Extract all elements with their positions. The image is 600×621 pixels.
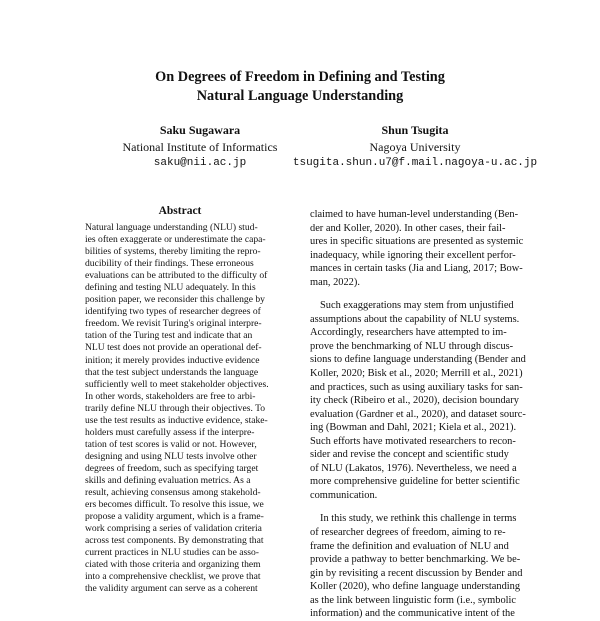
author-affiliation: National Institute of Informatics [122,139,278,154]
abstract-line: inition; it merely provides inductive evidence [85,354,260,366]
author-affiliation: Nagoya University [369,139,461,154]
abstract-line: defining and testing NLU adequately. In this [85,282,256,294]
abstract-line: the validity argument can serve as a coherent [85,583,258,595]
abstract-line: designing and using NLU tests involve other [85,450,257,462]
body-line: Such efforts have motivated researchers to recon- [310,435,516,447]
abstract-line: ers becomes difficult. To resolve this issue, we [85,499,264,511]
abstract-line: ducibility of their findings. These erroneous [85,258,254,270]
abstract-line: into a comprehensive checklist, we prove that [85,571,261,583]
abstract-line: holders must carefully assess if the interpre- [85,426,255,438]
abstract-line: freedom. We revisit Turing's original interpre- [85,318,262,330]
body-line: and practices, such as using auxiliary tasks for san- [310,381,523,393]
title-line: Natural Language Understanding [196,87,404,104]
body-line: In this study, we rethink this challenge in terms [320,513,517,525]
body-line: prove the benchmarking of NLU through discus- [310,340,514,352]
body-line: claimed to have human-level understanding (Ben- [310,209,519,220]
abstract-line: In other words, stakeholders are free to arbi- [85,390,256,402]
body-paragraph [310,512,534,620]
abstract-line: propose a validity argument, which is a frame- [85,511,264,523]
body-line: gin by revisiting a recent discussion by Bender and [310,567,523,579]
body-line: information) and the communicative intent of the [310,608,515,620]
body-line: man, 2022). [310,276,360,288]
body-line: of researcher degrees of freedom, aiming to re- [310,527,506,539]
abstract-line: that the test subject understands the language [85,366,259,378]
abstract-line: result, achieving consensus among stakehold- [85,487,261,499]
body-paragraph [310,208,534,289]
body-line: sions to define language understanding (Bender and [310,354,526,366]
paper-title [60,68,540,105]
author-block-2 [290,122,540,172]
abstract-line: use the test results as inductive evidence, stake- [85,414,268,426]
body-paragraph [310,299,534,502]
abstract-line: tation of test scores is valid or not. However, [85,438,257,450]
abstract-line: skills and defining evaluation metrics. As a [85,474,251,486]
abstract-line: bilities of systems, thereby limiting the repro- [85,246,261,258]
body-line: Koller (2020), who define language understanding [310,581,521,593]
body-line: provide a pathway to better benchmarking. We be- [310,554,521,566]
abstract-line: identifying two types of researcher degrees of [85,306,261,318]
abstract-line: degrees of freedom, such as specifying target [85,462,259,474]
body-line: inadequacy, while ignoring their excellent perfor- [310,249,516,261]
abstract-line: work comprising a series of validation criteria [85,523,262,535]
body-line: sider and revise the concept and scientific study [310,449,509,461]
abstract-line: NLU test does not provide an operational def- [85,342,262,354]
body-line: more comprehensive guideline for better scientific [310,476,520,488]
body-line: Such exaggerations may stem from unjustified [320,300,514,312]
body-line: Koller, 2020; Bisk et al., 2020; Merrill et al., 2021) [310,368,523,380]
body-line: Accordingly, researchers have attempted to im- [310,327,507,339]
body-line: ures in specific situations are presented as systemic [310,236,524,248]
abstract-line: tation of the Turing test and indicate that an [85,330,253,342]
author-name: Shun Tsugita [381,123,449,137]
author-email[interactable]: tsugita.shun.u7@f.mail.nagoya-u.ac.jp [292,157,538,169]
abstract-heading: Abstract [158,205,202,217]
author-block-1 [100,122,300,172]
body-line: der and Koller, 2020). In other cases, their fail- [310,222,506,234]
abstract-line: ies often exaggerate or underestimate the capa- [85,234,266,246]
abstract-line: across test components. By demonstrating that [85,535,264,547]
abstract-line: ciated with those criteria and organizing them [85,559,261,571]
title-line: On Degrees of Freedom in Defining and Testing [155,69,445,85]
body-line: assumptions about the capability of NLU systems. [310,313,520,325]
abstract-line: evaluations can be attributed to the difficulty of [85,270,268,282]
abstract-line: position paper, we reconsider this challenge by [85,294,265,306]
body-line: mances in certain tasks (Jia and Liang, 2017; Bow- [310,263,523,275]
author-name: Saku Sugawara [159,123,241,137]
abstract-line: sufficiently well to meet stakeholder objectives. [85,378,269,390]
abstract-line: Natural language understanding (NLU) stud- [85,222,258,233]
abstract-text [85,222,278,595]
body-line: communication. [310,489,378,501]
body-line: ity check (Ribeiro et al., 2020), decision boundary [310,395,519,407]
abstract-line: current practices in NLU studies can be asso- [85,547,259,559]
body-line: evaluation (Gardner et al., 2020), and dataset sourc- [310,408,526,420]
body-line: as the link between linguistic form (i.e., symbolic [310,594,517,606]
paragraph-gap [310,502,534,512]
paragraph-gap [310,289,534,299]
body-line: frame the definition and evaluation of NLU and [310,540,509,552]
body-line: of NLU (Lakatos, 1976). Nevertheless, we need a [310,462,517,474]
body-column [310,208,534,621]
abstract-line: trarily define NLU through their objectives. To [85,402,266,414]
author-email[interactable]: saku@nii.ac.jp [153,157,247,169]
body-line: ing (Bowman and Dahl, 2021; Kiela et al., 2021). [310,422,517,434]
